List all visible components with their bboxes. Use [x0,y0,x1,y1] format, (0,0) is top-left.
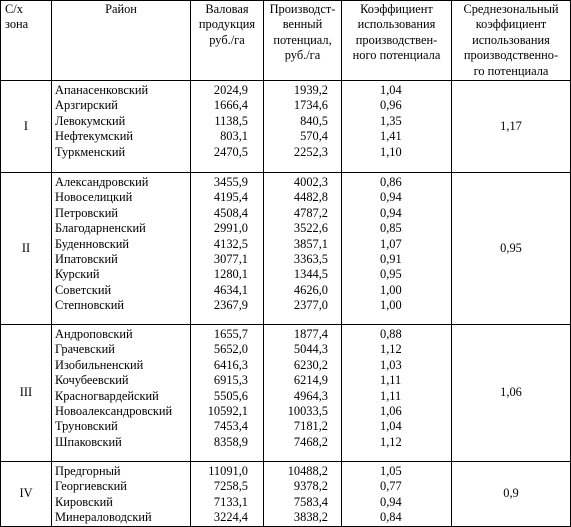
usage-coefficient-value: 1,04 [380,83,402,97]
usage-coefficient-value-list [342,81,452,173]
production-potential-value: 2252,3 [293,144,328,159]
usage-coefficient-value: 1,41 [380,129,402,144]
district-name: Арзгирский [55,98,118,113]
gross-output-value: 8358,9 [213,434,248,449]
usage-coefficient-value-list [342,173,452,325]
header-line: руб./га [209,32,245,47]
gross-output-value: 7258,5 [213,479,248,494]
district-name: Левокумский [55,113,126,128]
production-potential-value: 9378,2 [293,479,328,494]
usage-coefficient-value: 0,84 [380,510,402,525]
header-row [1,1,571,81]
district-name: Красногвардейский [55,388,159,403]
zonal-average-coefficient: 1,06 [452,325,571,462]
district-name: Степновский [55,298,125,313]
district-name: Новоалександровский [55,403,173,418]
gross-output-value: 1655,7 [213,327,248,341]
gross-output-value: 4195,4 [213,190,248,205]
header-line: Среднезональный [463,2,559,16]
district-name: Благодарненский [55,221,146,236]
district-name-list [52,81,191,173]
header-line: ного потенциала [352,48,441,63]
header-gross-output [191,1,264,81]
district-name: Труновский [55,419,118,434]
district-name: Изобильненский [55,357,144,372]
gross-output-value: 2367,9 [213,298,248,313]
zonal-average-coefficient: 0,9 [452,462,571,527]
header-line: производствен- [355,32,438,47]
usage-coefficient-value: 1,06 [380,403,402,418]
production-potential-value: 4964,3 [293,388,328,403]
district-name: Нефтекумский [55,129,134,144]
zone-label: IV [1,462,52,527]
usage-coefficient-value: 1,04 [380,419,402,434]
gross-output-value: 10592,1 [207,403,248,418]
header-line: Производст- [269,2,336,16]
usage-coefficient-value: 0,85 [380,221,402,236]
zone-label: II [1,173,52,325]
district-name: Андроповский [55,327,133,341]
district-name-list [52,325,191,462]
district-name: Минераловодский [55,510,152,525]
usage-coefficient-value: 0,94 [380,494,402,509]
usage-coefficient-value: 0,91 [380,251,402,266]
district-name: Грачевский [55,342,115,357]
usage-coefficient-value-list [342,462,452,527]
production-potential-value: 3363,5 [293,251,328,266]
gross-output-value-list [191,173,264,325]
header-line: руб./га [284,48,321,63]
district-name: Александровский [55,175,149,189]
header-line: производственно- [463,48,559,63]
header-line: Коэффициент [360,2,433,16]
production-potential-value: 3838,2 [293,510,328,525]
production-potential-value: 4002,3 [293,175,328,189]
district-name: Кочубеевский [55,373,129,388]
usage-coefficient-value: 1,35 [380,113,402,128]
production-potential-value: 1877,4 [293,327,328,341]
production-potential-value-list [264,173,342,325]
zone-row [1,81,571,173]
gross-output-value: 2991,0 [213,221,248,236]
gross-output-value: 6915,3 [213,373,248,388]
production-potential-value: 3522,6 [293,221,328,236]
gross-output-value: 6416,3 [213,357,248,372]
district-name: Кировский [55,494,113,509]
gross-output-value: 5505,6 [213,388,248,403]
usage-coefficient-value: 0,77 [380,479,402,494]
header-zone [1,1,52,81]
zone-row [1,462,571,527]
header-line: го потенциала [473,63,549,78]
production-potential-value: 7468,2 [293,434,328,449]
gross-output-value: 3455,9 [213,175,248,189]
gross-output-value: 5652,0 [213,342,248,357]
zonal-average-coefficient: 0,95 [452,173,571,325]
district-name: Буденновский [55,236,130,251]
district-name: Апанасенковский [55,83,149,97]
district-name-list [52,173,191,325]
usage-coefficient-value: 1,05 [380,464,402,478]
production-potential-value: 6214,9 [293,373,328,388]
gross-output-value: 7133,1 [213,494,248,509]
header-district [52,1,191,81]
gross-output-value-list [191,81,264,173]
production-potential-value: 10488,2 [287,464,328,478]
usage-coefficient-value: 0,86 [380,175,402,189]
production-potential-value: 3857,1 [293,236,328,251]
district-name: Ипатовский [55,251,118,266]
gross-output-value: 4634,1 [213,282,248,297]
usage-coefficient-value: 1,07 [380,236,402,251]
usage-coefficient-value: 1,10 [380,144,402,159]
header-line: использования [357,17,436,32]
production-potential-value: 840,5 [300,113,328,128]
district-name: Советский [55,282,112,297]
header-usage-coefficient [342,1,452,81]
usage-coefficient-value: 1,12 [380,434,402,449]
district-name: Предгорный [55,464,121,478]
usage-coefficient-value: 0,94 [380,205,402,220]
district-name: Новоселицкий [55,190,133,205]
district-name-list [52,462,191,527]
production-potential-value: 4787,2 [293,205,328,220]
production-potential-value: 4482,8 [293,190,328,205]
production-potential-value: 6230,2 [293,357,328,372]
district-name: Петровский [55,205,118,220]
usage-coefficient-value: 1,11 [380,388,402,403]
production-potential-value-list [264,462,342,527]
district-name: Георгиевский [55,479,127,494]
gross-output-value: 3224,4 [213,510,248,525]
header-line: зона [5,17,29,32]
production-potential-value: 7583,4 [293,494,328,509]
zonal-average-coefficient: 1,17 [452,81,571,173]
district-name: Туркменский [55,144,126,159]
production-potential-value: 1344,5 [293,267,328,282]
header-production-potential [264,1,342,81]
gross-output-value: 3077,1 [213,251,248,266]
gross-output-value-list [191,462,264,527]
gross-output-value: 4508,4 [213,205,248,220]
gross-output-value: 4132,5 [213,236,248,251]
usage-coefficient-value: 0,94 [380,190,402,205]
header-line: Валовая [205,2,249,16]
usage-coefficient-value: 0,96 [380,98,402,113]
gross-output-value: 11091,0 [208,464,248,478]
production-potential-value: 4626,0 [293,282,328,297]
usage-coefficient-value-list [342,325,452,462]
header-line: Район [105,2,137,16]
gross-output-value: 2470,5 [213,144,248,159]
usage-coefficient-value: 1,11 [380,373,402,388]
gross-output-value: 1666,4 [213,98,248,113]
header-line: продукция [198,17,256,32]
header-zonal-average-coefficient [452,1,571,81]
header-line: С/х [5,2,23,16]
usage-coefficient-value: 1,00 [380,298,402,313]
production-potential-value: 7181,2 [293,419,328,434]
production-potential-value: 2377,0 [293,298,328,313]
gross-output-value: 1138,5 [214,113,248,128]
zone-row [1,325,571,462]
zone-label: I [1,81,52,173]
header-line: потенциал, [273,32,332,47]
production-potential-value: 5044,3 [293,342,328,357]
header-line: коэффициент [475,17,547,32]
gross-output-value: 2024,9 [213,83,248,97]
usage-coefficient-value: 1,00 [380,282,402,297]
production-potential-value: 1939,2 [293,83,328,97]
district-name: Курский [55,267,100,282]
production-potential-value-list [264,81,342,173]
gross-output-value: 1280,1 [213,267,248,282]
table-body [1,81,571,527]
production-potential-value-list [264,325,342,462]
district-name: Шпаковский [55,434,122,449]
gross-output-value: 803,1 [220,129,248,144]
usage-coefficient-value: 1,03 [380,357,402,372]
usage-coefficient-value: 0,88 [380,327,402,341]
gross-output-value: 7453,4 [213,419,248,434]
production-potential-value: 1734,6 [293,98,328,113]
production-potential-value: 10033,5 [287,403,328,418]
zone-label: III [1,325,52,462]
production-potential-value: 570,4 [300,129,328,144]
header-line: использования [472,32,550,47]
header-line: венный [282,17,323,32]
usage-coefficient-value: 1,12 [380,342,402,357]
gross-output-value-list [191,325,264,462]
zone-row [1,173,571,325]
usage-coefficient-value: 0,95 [380,267,402,282]
